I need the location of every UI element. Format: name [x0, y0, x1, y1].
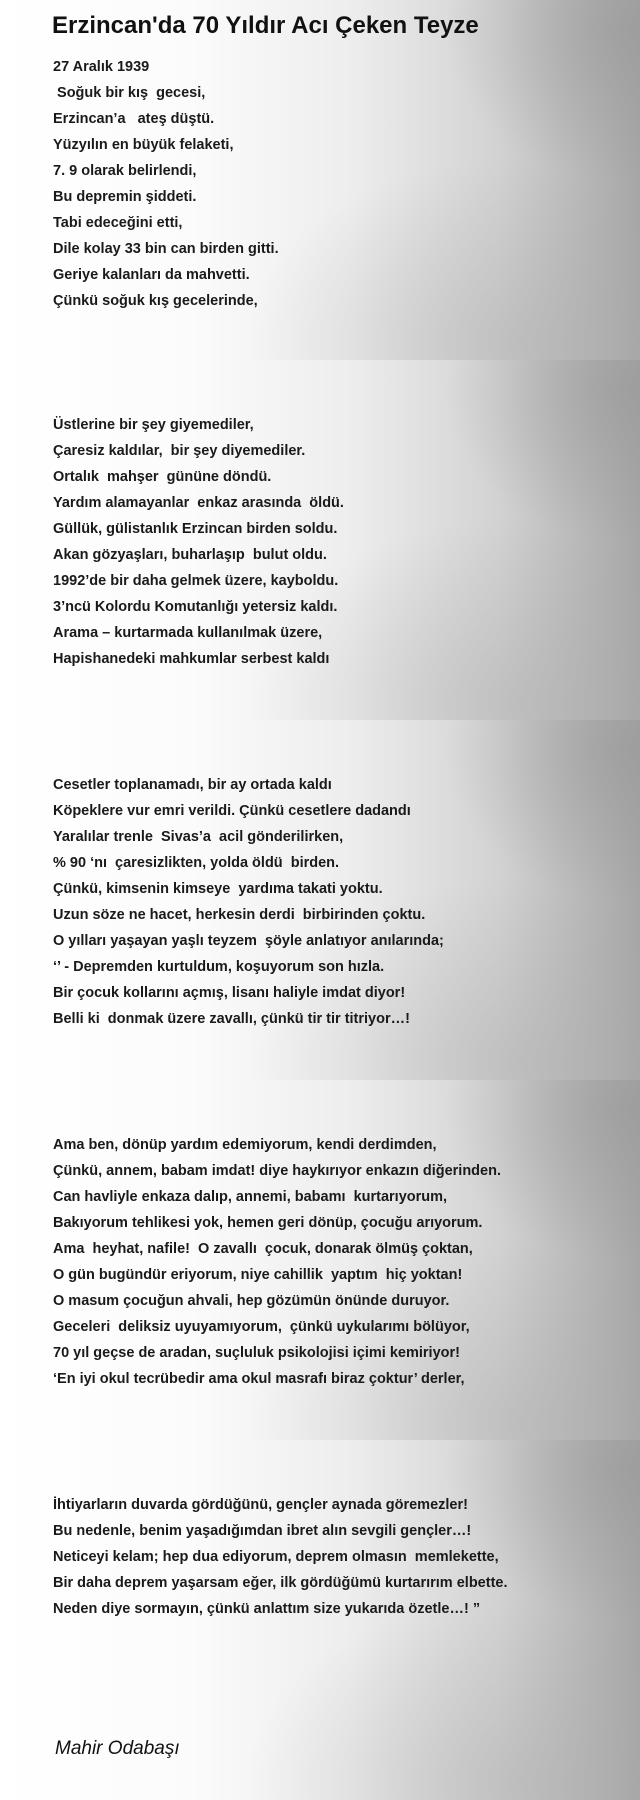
stanza-2	[53, 412, 344, 672]
poem-line: Ama heyhat, nafile! O zavallı çocuk, donarak ölmüş çoktan,	[53, 1241, 473, 1257]
poem-line: Üstlerine bir şey giyemediler,	[53, 417, 254, 433]
poem-line: Yardım alamayanlar enkaz arasında öldü.	[53, 495, 344, 511]
poem-line: Akan gözyaşları, buharlaşıp bulut oldu.	[53, 547, 327, 563]
poem-panel-4	[0, 1080, 640, 1440]
poem-line: Bu depremin şiddeti.	[53, 189, 197, 205]
poem-panel-5	[0, 1440, 640, 1800]
stanza-5	[53, 1492, 507, 1622]
poem-line: Bu nedenle, benim yaşadığımdan ibret alın sevgili gençler…!	[53, 1523, 472, 1539]
poem-line: Geriye kalanları da mahvetti.	[53, 267, 250, 283]
poem-line: 70 yıl geçse de aradan, suçluluk psikolojisi içimi kemiriyor!	[53, 1345, 460, 1361]
poem-line: Güllük, gülistanlık Erzincan birden soldu.	[53, 521, 338, 537]
author-signature: Mahir Odabaşı	[55, 1738, 180, 1759]
poem-line: Uzun söze ne hacet, herkesin derdi birbirinden çoktu.	[53, 907, 426, 923]
poem-line: Ortalık mahşer gününe döndü.	[53, 469, 272, 485]
poem-line: 3’ncü Kolordu Komutanlığı yetersiz kaldı.	[53, 599, 338, 615]
poem-line: O yılları yaşayan yaşlı teyzem şöyle anlatıyor anılarında;	[53, 933, 444, 949]
poem-panel-3	[0, 720, 640, 1080]
poem-line: Geceleri deliksiz uyuyamıyorum, çünkü uykularımı bölüyor,	[53, 1319, 470, 1335]
poem-line: Neden diye sormayın, çünkü anlattım size yukarıda özetle…! ”	[53, 1601, 481, 1617]
poem-line: 27 Aralık 1939	[53, 59, 150, 75]
poem-line: Neticeyi kelam; hep dua ediyorum, deprem olmasın memlekette,	[53, 1549, 499, 1565]
poem-line: Tabi edeceğini etti,	[53, 215, 183, 231]
poem-line: O masum çocuğun ahvali, hep gözümün önünde duruyor.	[53, 1293, 450, 1309]
poem-line: Erzincan’a ateş düştü.	[53, 111, 215, 127]
poem-line: Soğuk bir kış gecesi,	[53, 85, 206, 101]
poem-line: Yüzyılın en büyük felaketi,	[53, 137, 234, 153]
poem-line: Çünkü, kimsenin kimseye yardıma takati yoktu.	[53, 881, 383, 897]
poem-line: 1992’de bir daha gelmek üzere, kayboldu.	[53, 573, 339, 589]
poem-line: Cesetler toplanamadı, bir ay ortada kaldı	[53, 777, 332, 793]
poem-line: O gün bugündür eriyorum, niye cahillik yaptım hiç yoktan!	[53, 1267, 463, 1283]
poem-line: Yaralılar trenle Sivas’a acil gönderilirken,	[53, 829, 344, 845]
poem-line: Çaresiz kaldılar, bir şey diyemediler.	[53, 443, 306, 459]
poem-line: Çünkü soğuk kış gecelerinde,	[53, 293, 258, 309]
poem-line: Hapishanedeki mahkumlar serbest kaldı	[53, 651, 330, 667]
poem-line: Can havliyle enkaza dalıp, annemi, babamı kurtarıyorum,	[53, 1189, 448, 1205]
stanza-4	[53, 1132, 501, 1392]
poem-line: Ama ben, dönüp yardım edemiyorum, kendi derdimden,	[53, 1137, 437, 1153]
poem-line: Bir çocuk kollarını açmış, lisanı haliyle imdat diyor!	[53, 985, 406, 1001]
poem-line: Belli ki donmak üzere zavallı, çünkü tir tir titriyor…!	[53, 1011, 410, 1027]
poem-line: ‘’ - Depremden kurtuldum, koşuyorum son hızla.	[53, 959, 385, 975]
stanza-3	[53, 772, 444, 1032]
poem-title: Erzincan'da 70 Yıldır Acı Çeken Teyze	[52, 12, 479, 39]
stanza-1	[53, 54, 279, 314]
poem-line: Çünkü, annem, babam imdat! diye haykırıyor enkazın diğerinden.	[53, 1163, 501, 1179]
poem-line: Arama – kurtarmada kullanılmak üzere,	[53, 625, 323, 641]
poem-line: 7. 9 olarak belirlendi,	[53, 163, 197, 179]
poem-line: % 90 ‘nı çaresizlikten, yolda öldü birden.	[53, 855, 340, 871]
poem-line: Bakıyorum tehlikesi yok, hemen geri dönüp, çocuğu arıyorum.	[53, 1215, 483, 1231]
poem-panel-1	[0, 0, 640, 360]
poem-line: ‘En iyi okul tecrübedir ama okul masrafı biraz çoktur’ derler,	[53, 1371, 465, 1387]
poem-line: İhtiyarların duvarda gördüğünü, gençler aynada göremezler!	[53, 1497, 468, 1513]
poem-line: Bir daha deprem yaşarsam eğer, ilk gördüğümü kurtarırım elbette.	[53, 1575, 508, 1591]
poem-line: Dile kolay 33 bin can birden gitti.	[53, 241, 279, 257]
poem-line: Köpeklere vur emri verildi. Çünkü cesetlere dadandı	[53, 803, 411, 819]
poem-panel-2	[0, 360, 640, 720]
